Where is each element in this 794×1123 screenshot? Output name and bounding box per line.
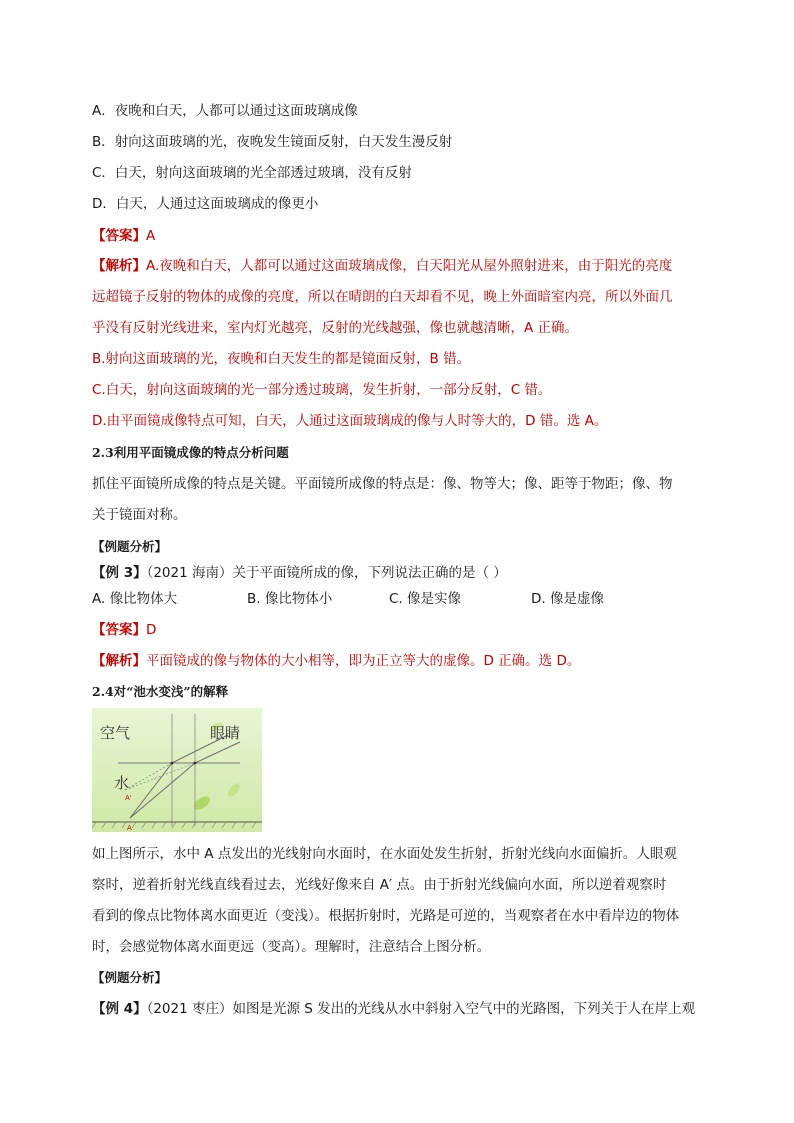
sec24-body-1: 如上图所示，水中 A 点发出的光线射向水面时，在水面处发生折射，折射光线向水面偏折。人眼观 — [92, 846, 677, 862]
analysis-line-4: B.射向这面玻璃的光，夜晚和白天发生的都是镜面反射，B 错。 — [92, 351, 471, 367]
section-heading-2-3: 2.3利用平面镜成像的特点分析问题 — [92, 445, 289, 460]
analysis-line-5: C.白天，射向这面玻璃的光一部分透过玻璃，发生折射，一部分反射，C 错。 — [92, 382, 552, 398]
sec24-body-2: 察时，逆着折射光线直线看过去，光线好像来自 A′ 点。由于折射光线偏向水面，所以逆着观察时 — [92, 877, 667, 893]
ex3-analysis-tag: 【解析】 — [92, 653, 146, 669]
incidence-point — [171, 762, 174, 765]
option-c: C．白天，射向这面玻璃的光全部透过玻璃，没有反射 — [92, 165, 412, 181]
analysis-line-6: D.由平面镜成像特点可知，白天，人通过这面玻璃成的像与人时等大的，D 错。选 A。 — [92, 413, 608, 429]
sec24-body-4: 时，会感觉物体离水面更远（变高）。理解时，注意结合上图分析。 — [92, 939, 491, 955]
ex3-answer-value: D — [146, 622, 157, 638]
ex3-label: 【例 3】 — [92, 565, 147, 581]
ex3-option-d: D. 像是虚像 — [531, 591, 604, 607]
answer-line — [92, 226, 155, 246]
answer-tag: 【答案】 — [92, 228, 146, 244]
sec23-body-1: 抓住平面镜所成像的特点是关键。平面镜所成像的特点是：像、物等大；像、距等于物距；像、物 — [92, 476, 673, 492]
sec24-body-3: 看到的像点比物体离水面更近（变浅）。根据折射时，光路是可逆的，当观察者在水中看岸边的物体 — [92, 908, 680, 924]
incidence-point — [194, 762, 197, 765]
analysis-text-1: A.夜晚和白天，人都可以通过这面玻璃成像，白天阳光从屋外照射进来，由于阳光的亮度 — [146, 258, 673, 274]
ex3-text: （2021 海南）关于平面镜所成的像，下列说法正确的是（ ） — [146, 565, 507, 581]
example-tag-1: 【例题分析】 — [92, 539, 168, 554]
analysis-tag: 【解析】 — [92, 258, 146, 274]
refraction-figure — [92, 708, 262, 832]
option-b: B．射向这面玻璃的光，夜晚发生镜面反射，白天发生漫反射 — [92, 134, 453, 150]
ex4-label: 【例 4】 — [92, 1001, 147, 1017]
ex3-analysis-text: 平面镜成的像与物体的大小相等，即为正立等大的虚像。D 正确。选 D。 — [146, 653, 581, 669]
ex3-option-b: B. 像比物体小 — [247, 591, 333, 607]
ex3-answer-tag: 【答案】 — [92, 622, 146, 638]
analysis-line-2: 远超镜子反射的物体的成像的亮度，所以在晴朗的白天却看不见，晚上外面暗室内亮，所以外面几 — [92, 289, 673, 305]
option-d: D．白天，人通过这面玻璃成的像更小 — [92, 196, 319, 212]
label-a: A — [127, 824, 132, 832]
analysis-line-1 — [92, 256, 672, 276]
example-tag-2: 【例题分析】 — [92, 970, 168, 985]
ex3-option-c: C. 像是实像 — [389, 591, 462, 607]
section-heading-2-4: 2.4对“池水变浅”的解释 — [92, 684, 229, 699]
label-a-prime: A' — [125, 794, 132, 802]
ex3-analysis-line — [92, 651, 580, 671]
sec23-body-2: 关于镜面对称。 — [92, 507, 187, 523]
ex3-option-a: A. 像比物体大 — [92, 591, 178, 607]
ex3-answer-line — [92, 620, 156, 640]
answer-value: A — [146, 228, 156, 244]
label-water: 水 — [114, 774, 130, 792]
ex4-text: （2021 枣庄）如图是光源 S 发出的光线从水中斜射入空气中的光路图，下列关于人在岸上观 — [146, 1001, 696, 1017]
ex3-question — [92, 563, 507, 583]
analysis-line-3: 乎没有反射光线进来，室内灯光越亮，反射的光线越强，像也就越清晰，A 正确。 — [92, 320, 579, 336]
option-a: A．夜晚和白天，人都可以通过这面玻璃成像 — [92, 103, 358, 119]
ex4-question — [92, 999, 695, 1019]
label-air: 空气 — [100, 724, 131, 742]
label-eye: 眼睛 — [210, 724, 241, 742]
